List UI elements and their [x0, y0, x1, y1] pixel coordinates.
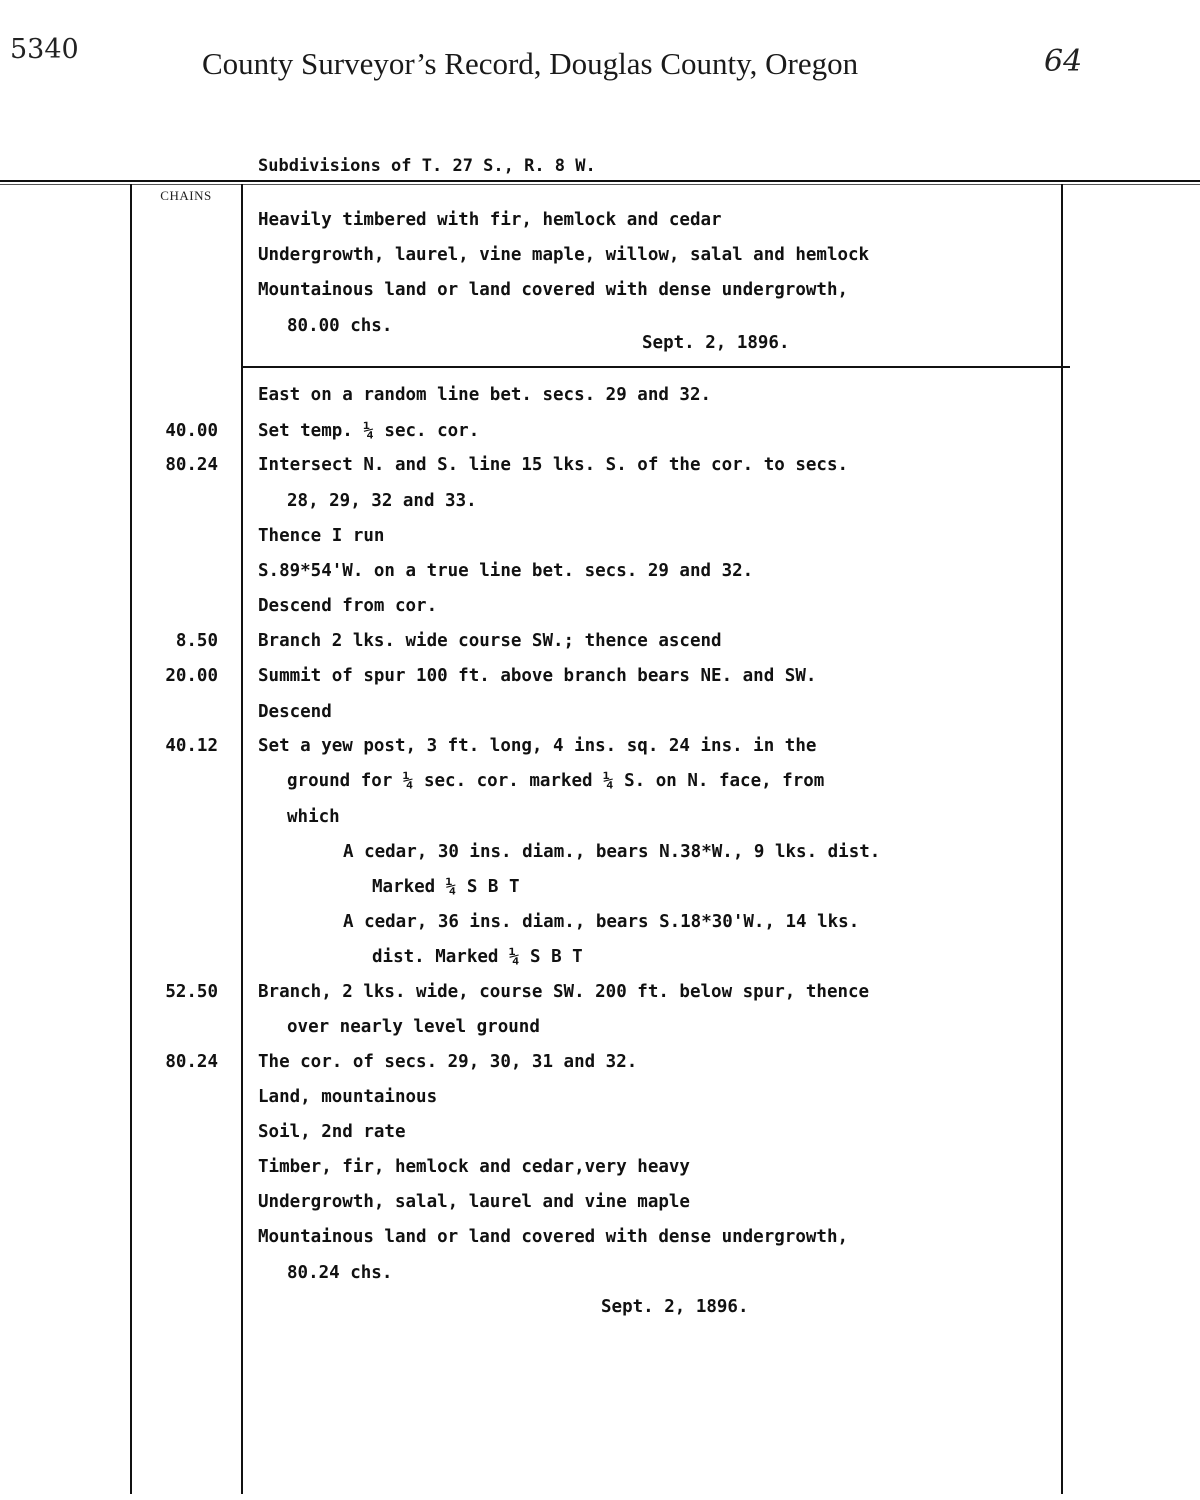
table-top-rule: [0, 180, 1200, 182]
section-divider: [241, 366, 1070, 368]
notes-line: S.89*54'W. on a true line bet. secs. 29 and 32.: [258, 561, 754, 581]
chain-value: 80.24: [165, 1052, 218, 1072]
notes-line: Timber, fir, hemlock and cedar,very heavy: [258, 1157, 690, 1177]
notes-line: dist. Marked ¼ S B T: [372, 947, 583, 967]
page-number: 5340: [10, 34, 79, 65]
record-subtitle: Subdivisions of T. 27 S., R. 8 W.: [258, 156, 596, 176]
notes-line: Set a yew post, 3 ft. long, 4 ins. sq. 24 ins. in the: [258, 736, 817, 756]
notes-line: which: [287, 807, 340, 827]
notes-line: Undergrowth, laurel, vine maple, willow, salal and hemlock: [258, 245, 870, 265]
notes-line: Undergrowth, salal, laurel and vine maple: [258, 1192, 690, 1212]
page-title: County Surveyor’s Record, Douglas County, Oregon: [202, 46, 859, 81]
section-date: Sept. 2, 1896.: [601, 1297, 749, 1317]
chains-column-header: CHAINS: [160, 188, 212, 203]
notes-line: Summit of spur 100 ft. above branch bears NE. and SW.: [258, 666, 817, 686]
notes-line: Heavily timbered with fir, hemlock and cedar: [258, 210, 722, 230]
notes-line: Intersect N. and S. line 15 lks. S. of the cor. to secs.: [258, 455, 849, 475]
notes-line: East on a random line bet. secs. 29 and 32.: [258, 385, 712, 405]
notes-line: Descend from cor.: [258, 596, 438, 616]
notes-line: Mountainous land or land covered with dense undergrowth,: [258, 1227, 849, 1247]
notes-line: ground for ¼ sec. cor. marked ¼ S. on N. face, from: [287, 771, 825, 791]
notes-line: Mountainous land or land covered with dense undergrowth,: [258, 280, 849, 300]
chain-value: 8.50: [175, 631, 218, 651]
chains-column-right-border: [241, 184, 243, 1494]
notes-line: Thence I run: [258, 526, 385, 546]
notes-line: Branch 2 lks. wide course SW.; thence ascend: [258, 631, 722, 651]
chains-column-left-border: [130, 184, 132, 1494]
table-top-rule-secondary: [0, 184, 1200, 185]
notes-line: 28, 29, 32 and 33.: [287, 491, 477, 511]
notes-line: over nearly level ground: [287, 1017, 540, 1037]
notes-line: Set temp. ¼ sec. cor.: [258, 421, 480, 441]
notes-line: 80.00 chs.: [287, 316, 393, 336]
chain-value: 52.50: [165, 982, 218, 1002]
chain-value: 80.24: [165, 455, 218, 475]
notes-line: Marked ¼ S B T: [372, 877, 520, 897]
notes-line: A cedar, 30 ins. diam., bears N.38*W., 9 lks. dist.: [343, 842, 881, 862]
chain-value: 40.00: [165, 421, 218, 441]
section-date: Sept. 2, 1896.: [642, 333, 790, 353]
notes-line: A cedar, 36 ins. diam., bears S.18*30'W., 14 lks.: [343, 912, 860, 932]
notes-line: 80.24 chs.: [287, 1263, 393, 1283]
notes-line: Soil, 2nd rate: [258, 1122, 406, 1142]
notes-line: Land, mountainous: [258, 1087, 438, 1107]
notes-line: Branch, 2 lks. wide, course SW. 200 ft. below spur, thence: [258, 982, 870, 1002]
chain-value: 40.12: [165, 736, 218, 756]
notes-column-right-border: [1061, 184, 1063, 1494]
handwritten-page-number: 64: [1044, 44, 1083, 79]
notes-line: The cor. of secs. 29, 30, 31 and 32.: [258, 1052, 638, 1072]
chain-value: 20.00: [165, 666, 218, 686]
notes-line: Descend: [258, 702, 332, 722]
